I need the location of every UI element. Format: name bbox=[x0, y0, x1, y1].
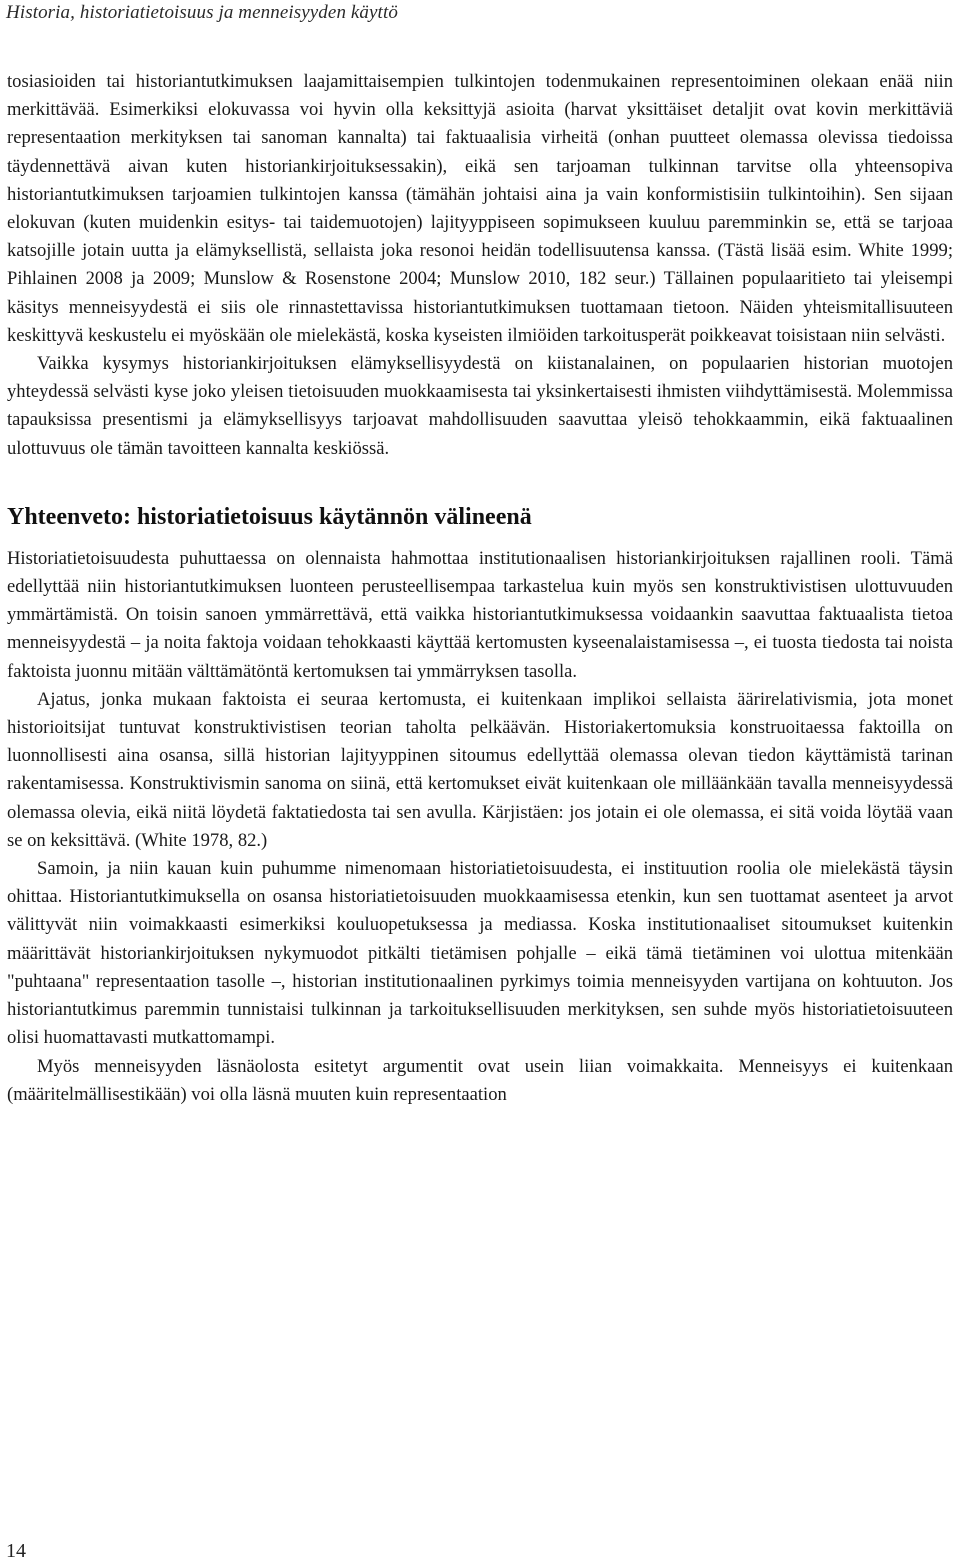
body-paragraph: Vaikka kysymys historiankirjoituksen elämyksellisyydestä on kiistanalainen, on populaarien historian muotojen yhteydessä selvästi kyse joko yleisen tietoisuuden muokkaamisesta tai yksinkertaisesti ihmisten viihdyttämisestä. Molemmissa tapauksissa presentismi ja elämyksellisyys tarjoavat mahdollisuuden saavuttaa yleisö tehokkaammin, eikä faktuaalinen ulottuvuus ole tämän tavoitteen kannalta keskiössä. bbox=[7, 353, 953, 459]
body-paragraph: Historiatietoisuudesta puhuttaessa on olennaista hahmottaa institutionaalisen historiankirjoituksen rajallinen rooli. Tämä edellyttää niin historiantutkimuksen luonteen perusteellisempaa tarkastelua kuin myös sen konstruktivistisen ulottuvuuden ymmärtämistä. On toisin sanoen ymmärrettävä, että vaikka historiantutkimuksessa voidaankin saavuttaa faktuaalista tietoa menneisyydestä – ja noita faktoja voidaan tehokkaasti käyttää kertomusten kyseenalaistamisessa –, ei tuosta tiedosta tai noista faktoista juonnu mitään välttämätöntä kertomuksen tai ymmärryksen tasolla. bbox=[7, 547, 953, 682]
body-paragraph: Ajatus, jonka mukaan faktoista ei seuraa kertomusta, ei kuitenkaan implikoi sellaista äärirelativismia, jota monet historioitsijat tuntuvat konstruktivistisen teorian taholta pelkäävän. Historiakertomuksia konstruoitaessa faktoilla on luonnollisesti aina osansa, sillä historian lajityyppinen sitoumus edellyttää olemassa olevan tiedon käyttämistä tarinan rakentamisessa. Konstruktivismin sanoma on siinä, että kertomukset eivät kuitenkaan ole milläänkään tavalla menneisyydessä olemassa olevia, eikä niitä löydetä faktatiedosta tai sen avulla. Kärjistäen: jos jotain ei ole olemassa, ei sitä voida löytää vaan se on keksittävä. (White 1978, 82.) bbox=[7, 688, 953, 851]
page-number: 14 bbox=[6, 1540, 26, 1562]
page-body bbox=[7, 68, 953, 1109]
section-heading: Yhteenveto: historiatietoisuus käytännön välineenä bbox=[7, 503, 532, 530]
body-paragraph: Myös menneisyyden läsnäolosta esitetyt argumentit ovat usein liian voimakkaita. Menneisyys ei kuitenkaan (määritelmällisestikään) voi olla läsnä muuten kuin representaation bbox=[7, 1055, 953, 1105]
body-paragraph: Samoin, ja niin kauan kuin puhumme nimenomaan historiatietoisuudesta, ei instituution roolia ole mielekästä täysin ohittaa. Historiantutkimuksella on osansa historiatietoisuuden muokkaamisessa etenkin, kun sen tuottamat asenteet ja arvot välittyvät niin voimakkaasti esimerkiksi kouluopetuksessa ja mediassa. Koska institutionaaliset sitoumukset kuitenkin määrittävät historiankirjoituksen nykymuodot pitkälti tietämisen pohjalle – eikä tämä tietäminen voi ulottua mitenkään "puhtaana" representaation tasolle –, historian institutionaalinen pyrkimys toimia menneisyyden vartijana on kohtuuton. Jos historiantutkimus paremmin tunnistaisi tulkinnan ja tarkoituksellisuuden merkityksen, sen suhde myös historiatietoisuuteen olisi huomattavasti mutkattomampi. bbox=[7, 858, 953, 1049]
body-paragraph: tosiasioiden tai historiantutkimuksen laajamittaisempien tulkintojen todenmukainen representoiminen olekaan enää niin merkittävää. Esimerkiksi elokuvassa voi hyvin olla keksittyjä asioita (harvat yksittäiset detaljit ovat kovin merkittäviä representaation merkityksen tai sanoman kannalta) tai faktuaalisia virheitä (onhan puutteet olemassa olevissa tiedoissa täydennettävä aivan kuten historiankirjoituksessakin), eikä sen tarjoaman tulkinnan tarvitse olla yhteensopiva historiantutkimuksen tarjoamien tulkintojen kanssa (tämähän johtaisi aina ja vain konformistisiin tulkintoihin). Sen sijaan elokuvan (kuten muidenkin esitys- tai taidemuotojen) lajityyppiseen sopimukseen kuuluu paremminkin se, että se tarjoaa katsojille jotain uutta ja elämyksellistä, sellaista joka resonoi heidän todellisuutensa kanssa. (Tästä lisää esim. White 1999; Pihlainen 2008 ja 2009; Munslow & Rosenstone 2004; Munslow 2010, 182 seur.) Tällainen populaaritieto tai yleisempi käsitys menneisyydestä ei siis ole rinnastettavissa historiantutkimuksen tuottamaan tietoon. Näiden yhteismitallisuuteen keskittyvä keskustelu ei myöskään ole mielekästä, koska kyseisten ilmiöiden tarkoitusperät poikkeavat toisistaan niin selvästi. bbox=[7, 71, 953, 346]
running-header-title: Historia, historiatietoisuus ja menneisyyden käyttö bbox=[6, 2, 398, 23]
